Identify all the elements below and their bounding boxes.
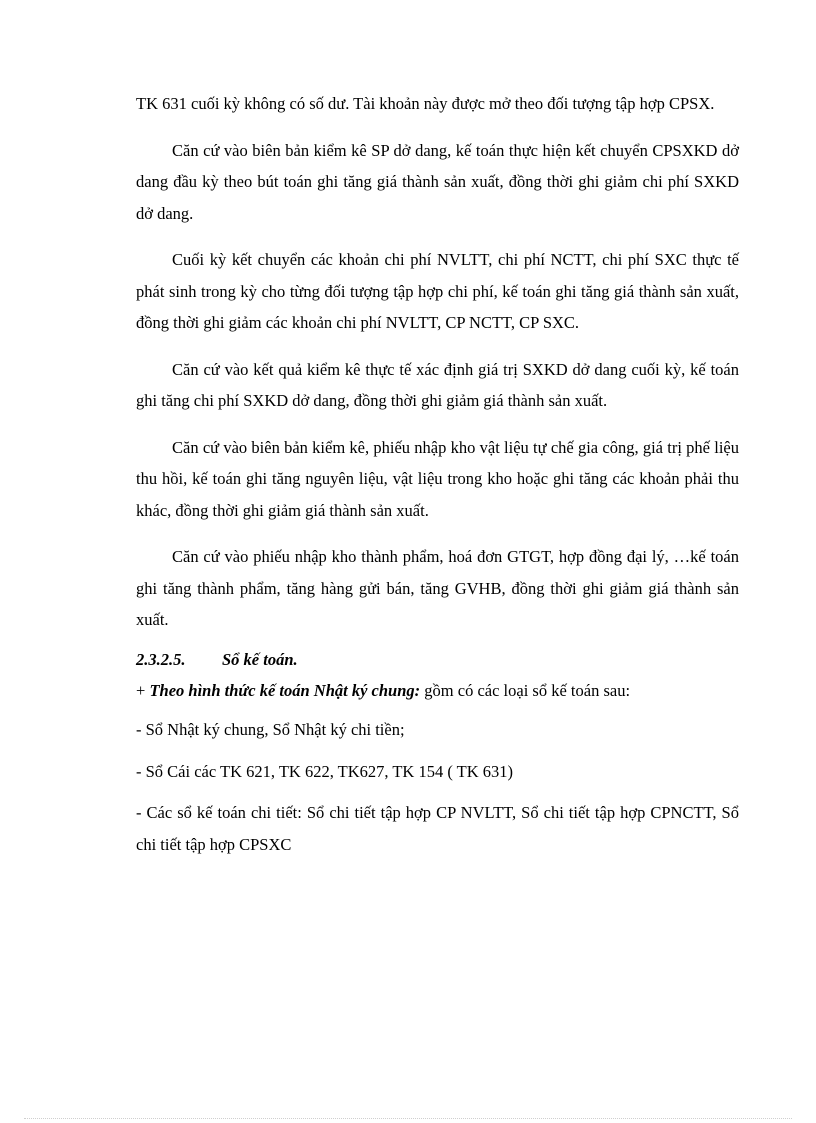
- section-heading: [136, 644, 739, 675]
- form-line-prefix: +: [136, 680, 150, 700]
- list-item: - Các sổ kế toán chi tiết: Sổ chi tiết tập hợp CP NVLTT, Sổ chi tiết tập hợp CPNCTT, Sổ chi tiết tập hợp CPSXC: [136, 803, 739, 854]
- paragraph-scrap-recovery: Căn cứ vào biên bản kiểm kê, phiếu nhập kho vật liệu tự chế gia công, giá trị phế liệu thu hồi, kế toán ghi tăng nguyên liệu, vật liệu trong kho hoặc ghi tăng các khoản phải thu khác, đồng thời ghi giảm giá thành sản xuất.: [136, 437, 739, 520]
- accounting-form-line: [136, 675, 739, 707]
- page-bottom-rule: [24, 1118, 792, 1119]
- section-number: 2.3.2.5.: [136, 649, 186, 669]
- section-title: Sổ kế toán.: [222, 649, 298, 669]
- document-page: [136, 88, 739, 870]
- paragraph-tk631: TK 631 cuối kỳ không có số dư. Tài khoản này được mở theo đối tượng tập hợp CPSX.: [136, 94, 715, 113]
- paragraph-period-end-transfer: Cuối kỳ kết chuyển các khoản chi phí NVLTT, chi phí NCTT, chi phí SXC thực tế phát sinh trong kỳ cho từng đối tượng tập hợp chi phí, kế toán ghi tăng giá thành sản xuất, đồng thời ghi giảm các khoản chi phí NVLTT, CP NCTT, CP SXC.: [136, 250, 739, 332]
- paragraph-opening-wip: Căn cứ vào biên bản kiểm kê SP dở dang, kế toán thực hiện kết chuyển CPSXKD dở dang đầu kỳ theo bút toán ghi tăng giá thành sản xuất, đồng thời ghi giảm chi phí SXKD dở dang.: [136, 140, 739, 223]
- paragraph-finished-goods: Căn cứ vào phiếu nhập kho thành phẩm, hoá đơn GTGT, hợp đồng đại lý, …kế toán ghi tăng thành phẩm, tăng hàng gửi bán, tăng GVHB, đồng thời ghi giảm giá thành sản xuất.: [136, 547, 739, 629]
- form-line-rest: gồm có các loại sổ kế toán sau:: [420, 680, 631, 700]
- paragraph-closing-wip: Căn cứ vào kết quả kiểm kê thực tế xác định giá trị SXKD dở dang cuối kỳ, kế toán ghi tăng chi phí SXKD dở dang, đồng thời ghi giảm giá thành sản xuất.: [136, 359, 739, 410]
- form-line-emphasis: Theo hình thức kế toán Nhật ký chung:: [149, 680, 421, 700]
- list-item: - Sổ Nhật ký chung, Sổ Nhật ký chi tiền;: [136, 720, 405, 739]
- list-item: - Sổ Cái các TK 621, TK 622, TK627, TK 154 ( TK 631): [136, 761, 514, 781]
